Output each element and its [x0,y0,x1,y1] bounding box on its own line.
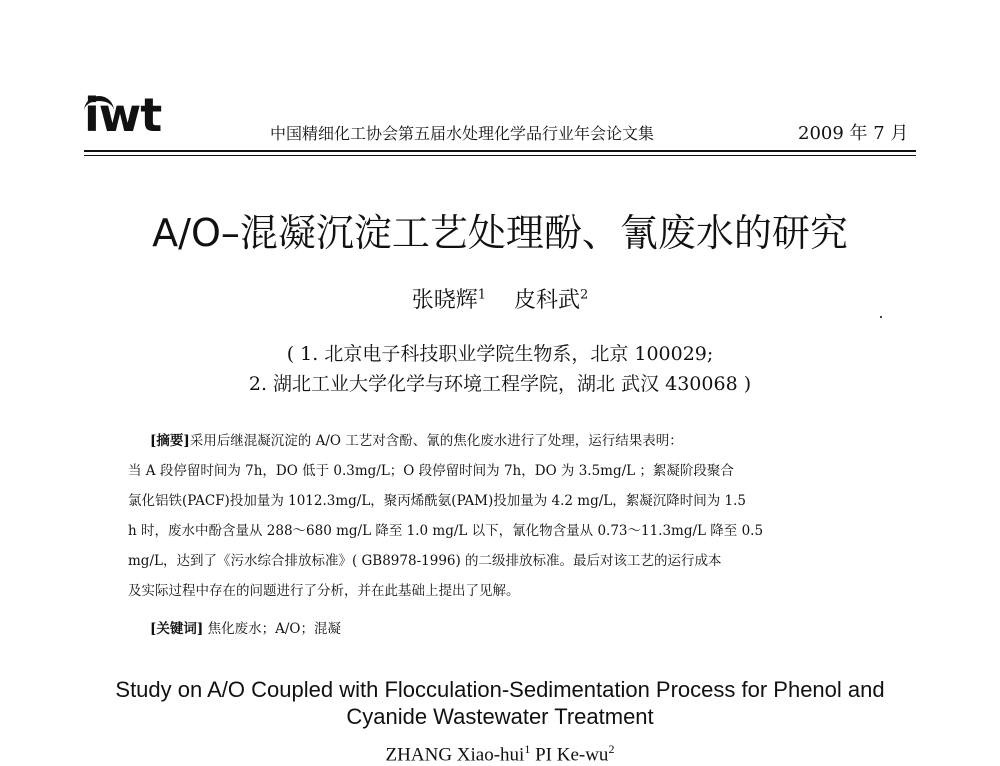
author-affil-mark: 2 [580,287,589,303]
english-author-name: PI Ke-wu [535,744,609,766]
paper-title: A/O–混凝沉淀工艺处理酚、氰废水的研究 [152,211,848,255]
author-list [0,283,1000,314]
english-author-list [0,742,1000,766]
abstract-block [128,426,864,606]
affiliation-line-2: 2. 湖北工业大学化学与环境工程学院，湖北 武汉 430068 ) [248,373,752,395]
header-rule-thick [84,150,916,152]
abstract-line: 氯化铝铁(PACF)投加量为 1012.3mg/L，聚丙烯酰氨(PAM)投加量为 4.2 mg/L，絮凝沉降时间为 1.5 [128,493,747,509]
abstract-text: 采用后继混凝沉淀的 A/O 工艺对含酚、氰的焦化废水进行了处理，运行结果表明： [189,433,683,449]
english-title-line-2: Cyanide Wastewater Treatment [346,704,654,729]
english-author-mark: 2 [608,742,615,756]
running-header-date: 2009 年 7 月 [798,123,909,144]
journal-logo: iwt [84,88,162,142]
keywords-text: 焦化废水；A/O；混凝 [207,621,341,637]
author-name: 张晓辉 [411,288,478,313]
abstract-label: [摘要] [150,433,190,449]
english-author-name: ZHANG Xiao-hui [385,744,525,766]
scan-speck [880,316,882,318]
abstract-line: 当 A 段停留时间为 7h，DO 低于 0.3mg/L；O 段停留时间为 7h，DO 为 3.5mg/L ；絮凝阶段聚合 [128,463,734,479]
author-name: 皮科武 [513,288,580,313]
english-author-mark: 1 [524,742,531,756]
keywords-line [150,617,341,637]
abstract-line [128,426,864,456]
abstract-line: 及实际过程中存在的问题进行了分析，并在此基础上提出了见解。 [128,583,520,599]
running-header-journal: 中国精细化工协会第五届水处理化学品行业年会论文集 [270,124,655,143]
keywords-label: [关键词] [150,621,204,637]
english-title [0,676,1000,730]
author-affil-mark: 1 [477,287,486,303]
abstract-line: h 时，废水中酚含量从 288～680 mg/L 降至 1.0 mg/L 以下，氰化物含量从 0.73～11.3mg/L 降至 0.5 [128,523,764,539]
header-rule-thin [84,155,916,156]
english-title-line-1: Study on A/O Coupled with Flocculation-Sedimentation Process for Phenol and [115,677,885,702]
abstract-line: mg/L，达到了《污水综合排放标准》( GB8978-1996) 的二级排放标准。最后对该工艺的运行成本 [128,553,722,569]
affiliation-line-1: ( 1. 北京电子科技职业学院生物系，北京 100029; [286,343,714,365]
